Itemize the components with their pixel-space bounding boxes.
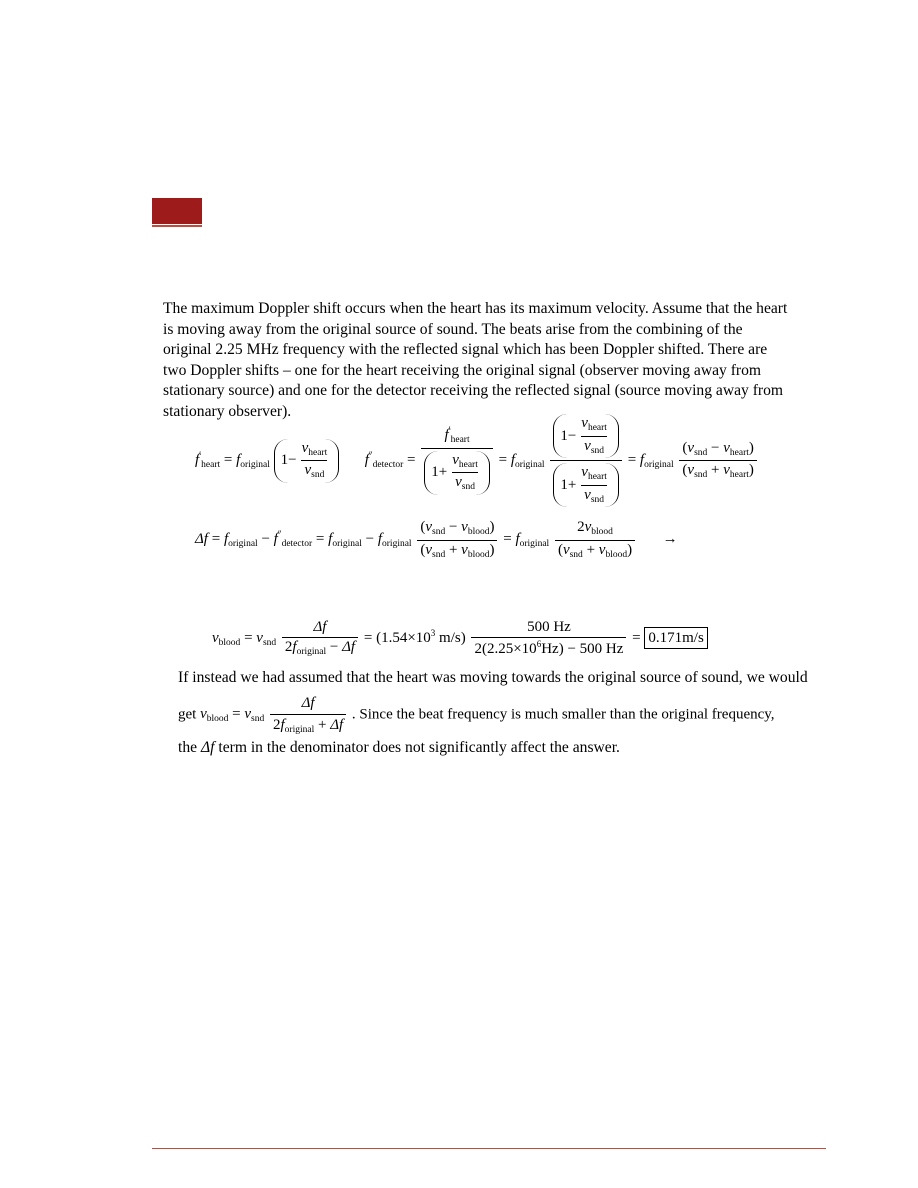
intro-line: stationary observer). (163, 402, 292, 420)
prose-line-3: the Δf term in the denominator does not significantly affect the answer. (178, 739, 620, 756)
section-marker-underline (152, 225, 202, 227)
prose-line-1: If instead we had assumed that the heart was moving towards the original source of sound, we would (178, 669, 808, 686)
equation-f-detector: $f''_{detector}$ = $f'_{heart}$ 1 + $\frac{v_{heart}}{v_{snd}}$ = $f_{original}$ 1 − $\frac{v_{heart}}{v_{snd}}$ 1 + $\frac{v_{heart}}{v_{snd}}$ = $f_{original}$ $\frac{(v_{snd} - v_{heart})}{(v_{snd} + v_{heart})}$ (365, 452, 759, 468)
equation-f-heart: $f'_{heart} = f_{original}$ 1 − $\frac{v_{heart}}{v_{snd}}$ (195, 452, 343, 468)
intro-line: stationary source) and one for the detector receiving the reflected signal (source moving away from (163, 382, 784, 399)
prose-line-2: get $v_{blood} = v_{snd}$ $\frac{\Delta f}{2f_{original} + \Delta f}$ . Since the beat frequency is much smaller than the original frequency, (178, 695, 775, 735)
footer-rule (152, 1148, 826, 1149)
intro-line: two Doppler shifts – one for the heart receiving the original signal (observer moving away from (163, 361, 762, 379)
intro-line: The maximum Doppler shift occurs when the heart has its maximum velocity. Assume that the heart (163, 300, 788, 317)
equation-v-blood-toward: $v_{blood} = v_{snd}$ $\frac{\Delta f}{2f_{original} + \Delta f}$ (200, 706, 352, 722)
equation-row-doppler (195, 414, 759, 507)
arrow-icon: → (662, 531, 678, 548)
section-marker (152, 198, 202, 224)
equation-row-delta-f (195, 520, 678, 560)
equation-v-blood: $v_{blood} = v_{snd}$ $\frac{\Delta f}{2f_{original} - \Delta f}$ = ($1.54\times 10^3$ m/s) $\frac{500 Hz}{2(2.25\times 10^6Hz) - 500 Hz}$ = 0.171m/s (212, 630, 708, 646)
intro-line: original 2.25 MHz frequency with the reflected signal which has been Doppler shifted. There are (163, 341, 768, 358)
equation-delta-f: $\Delta f = f_{original} - f''_{detector} = f_{original} - f_{original}$ $\frac{(v_{snd} - v_{blood})}{(v_{snd} + v_{blood})}$ = $f_{original}$ $\frac{2v_{blood}}{(v_{snd} + v_{blood})}$ → (195, 519, 678, 560)
answer-box: 0.171m/s (644, 627, 707, 649)
intro-line: is moving away from the original source of sound. The beats arise from the combining of the (163, 320, 743, 338)
intro-paragraph (163, 299, 833, 422)
intro-paragraph-lines (163, 299, 833, 422)
equation-row-v-blood (212, 620, 708, 658)
